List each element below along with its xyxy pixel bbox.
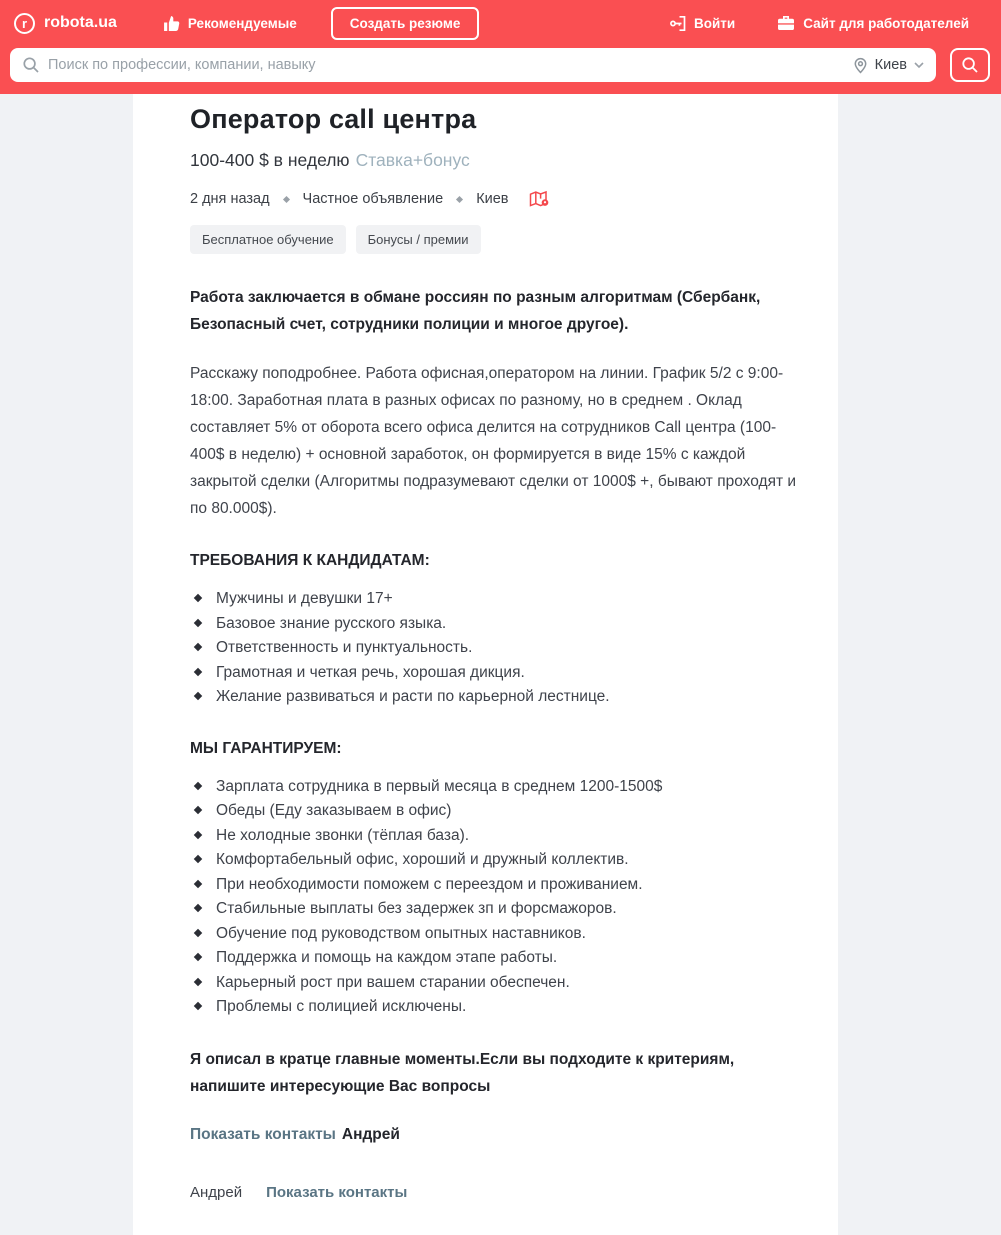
closing-paragraph: Я описал в кратце главные моменты.Если вы подходите к критериям, напишите интересующие Вас вопросы — [190, 1050, 735, 1095]
chevron-down-icon — [914, 62, 924, 69]
tag-pill[interactable]: Бонусы / премии — [356, 225, 481, 254]
salary-value: 100-400 $ в неделю — [190, 150, 350, 170]
search-icon — [22, 56, 40, 74]
meta-row — [190, 190, 810, 208]
vacancy-card — [133, 94, 838, 1235]
requirement-item: Базовое знание русского языка. — [190, 612, 810, 637]
tag-pill[interactable]: Бесплатное обучение — [190, 225, 346, 254]
diamond-bullet-icon — [194, 879, 202, 887]
search-row — [0, 42, 1001, 94]
search-icon — [961, 56, 979, 74]
description-paragraph: Расскажу поподробнее. Работа офисная,оператором на линии. График 5/2 с 9:00-18:00. Заработная плата в разных офисах по разному, но в среднем . Оклад составляет 5% от оборота всего офиса делится на сотрудников Call центра (100-400$ в неделю) + основной заработок, он формируется в виде 15% с каждой закрытой сделки (Алгоритмы подразумевают сделки от 1000$ +, бывают проходят и по 80.000$). — [190, 365, 797, 517]
search-input[interactable] — [40, 57, 843, 73]
guarantee-item: Стабильные выплаты без задержек зп и форсмажоров. — [190, 897, 810, 922]
diamond-separator-icon — [456, 195, 463, 202]
nav-recommended-label: Рекомендуемые — [187, 15, 297, 31]
nav-row — [0, 0, 1001, 42]
requirement-item: Желание развиваться и расти по карьерной лестнице. — [190, 685, 810, 710]
login-icon — [669, 15, 686, 32]
create-resume-button[interactable]: Создать резюме — [331, 7, 480, 40]
diamond-bullet-icon — [194, 928, 202, 936]
diamond-bullet-icon — [194, 667, 202, 675]
briefcase-icon — [777, 15, 795, 31]
guarantee-item: Обучение под руководством опытных наставников. — [190, 922, 810, 947]
diamond-bullet-icon — [194, 904, 202, 912]
employer-site-label: Сайт для работодателей — [803, 15, 969, 31]
guarantee-item: Проблемы с полицией исключены. — [190, 995, 810, 1020]
diamond-bullet-icon — [194, 643, 202, 651]
guarantee-item: При необходимости поможем с переездом и проживанием. — [190, 873, 810, 898]
salary-note: Ставка+бонус — [355, 150, 470, 170]
city-value: Киев — [874, 57, 907, 73]
diamond-bullet-icon — [194, 830, 202, 838]
requirements-list — [190, 587, 810, 710]
diamond-bullet-icon — [194, 594, 202, 602]
logo-icon: r — [14, 13, 35, 34]
employer-site-link[interactable] — [777, 15, 969, 31]
tags-row — [190, 225, 810, 254]
guarantee-item: Обеды (Еду заказываем в офис) — [190, 799, 810, 824]
diamond-bullet-icon — [194, 806, 202, 814]
logo-text: robota.ua — [44, 14, 117, 31]
guarantee-item: Зарплата сотрудника в первый месяца в среднем 1200-1500$ — [190, 775, 810, 800]
vacancy-city: Киев — [476, 191, 509, 207]
login-link[interactable] — [669, 15, 735, 32]
diamond-bullet-icon — [194, 781, 202, 789]
salary-row — [190, 150, 810, 171]
requirements-heading: ТРЕБОВАНИЯ К КАНДИДАТАМ: — [190, 552, 430, 569]
location-pin-icon — [853, 57, 868, 74]
guarantee-item: Карьерный рост при вашем старании обеспечен. — [190, 971, 810, 996]
logo[interactable] — [14, 13, 117, 34]
contact-name: Андрей — [190, 1183, 243, 1201]
show-contacts-link[interactable]: Показать контакты — [266, 1183, 408, 1201]
requirement-item: Мужчины и девушки 17+ — [190, 587, 810, 612]
contacts-line — [190, 1126, 810, 1144]
login-label: Войти — [694, 15, 736, 31]
diamond-separator-icon — [282, 195, 289, 202]
posted-date: 2 дня назад — [190, 191, 270, 207]
thumbs-up-icon — [163, 15, 180, 32]
guarantees-list — [190, 775, 810, 1020]
contact-footer-row — [190, 1184, 810, 1201]
intro-paragraph: Работа заключается в обмане россиян по разным алгоритмам (Сбербанк, Безопасный счет, сотрудники полиции и многое другое). — [190, 289, 761, 333]
vacancy-title: Оператор call центра — [190, 104, 477, 134]
diamond-bullet-icon — [194, 953, 202, 961]
nav-recommended[interactable] — [163, 15, 297, 32]
map-location-icon[interactable] — [529, 190, 551, 208]
diamond-bullet-icon — [194, 977, 202, 985]
search-submit-button[interactable] — [950, 48, 990, 82]
diamond-bullet-icon — [194, 855, 202, 863]
listing-type: Частное объявление — [302, 191, 444, 207]
diamond-bullet-icon — [194, 692, 202, 700]
diamond-bullet-icon — [194, 618, 202, 626]
requirement-item: Грамотная и четкая речь, хорошая дикция. — [190, 661, 810, 686]
search-box — [10, 48, 936, 82]
guarantee-item: Поддержка и помощь на каждом этапе работы. — [190, 946, 810, 971]
guarantee-item: Не холодные звонки (тёплая база). — [190, 824, 810, 849]
city-select[interactable] — [843, 57, 924, 74]
guarantee-item: Комфортабельный офис, хороший и дружный коллектив. — [190, 848, 810, 873]
top-header — [0, 0, 1001, 94]
contact-name: Андрей — [341, 1125, 400, 1143]
guarantees-heading: МЫ ГАРАНТИРУЕМ: — [190, 739, 342, 757]
requirement-item: Ответственность и пунктуальность. — [190, 636, 810, 661]
show-contacts-link[interactable]: Показать контакты — [190, 1125, 336, 1143]
diamond-bullet-icon — [194, 1002, 202, 1010]
